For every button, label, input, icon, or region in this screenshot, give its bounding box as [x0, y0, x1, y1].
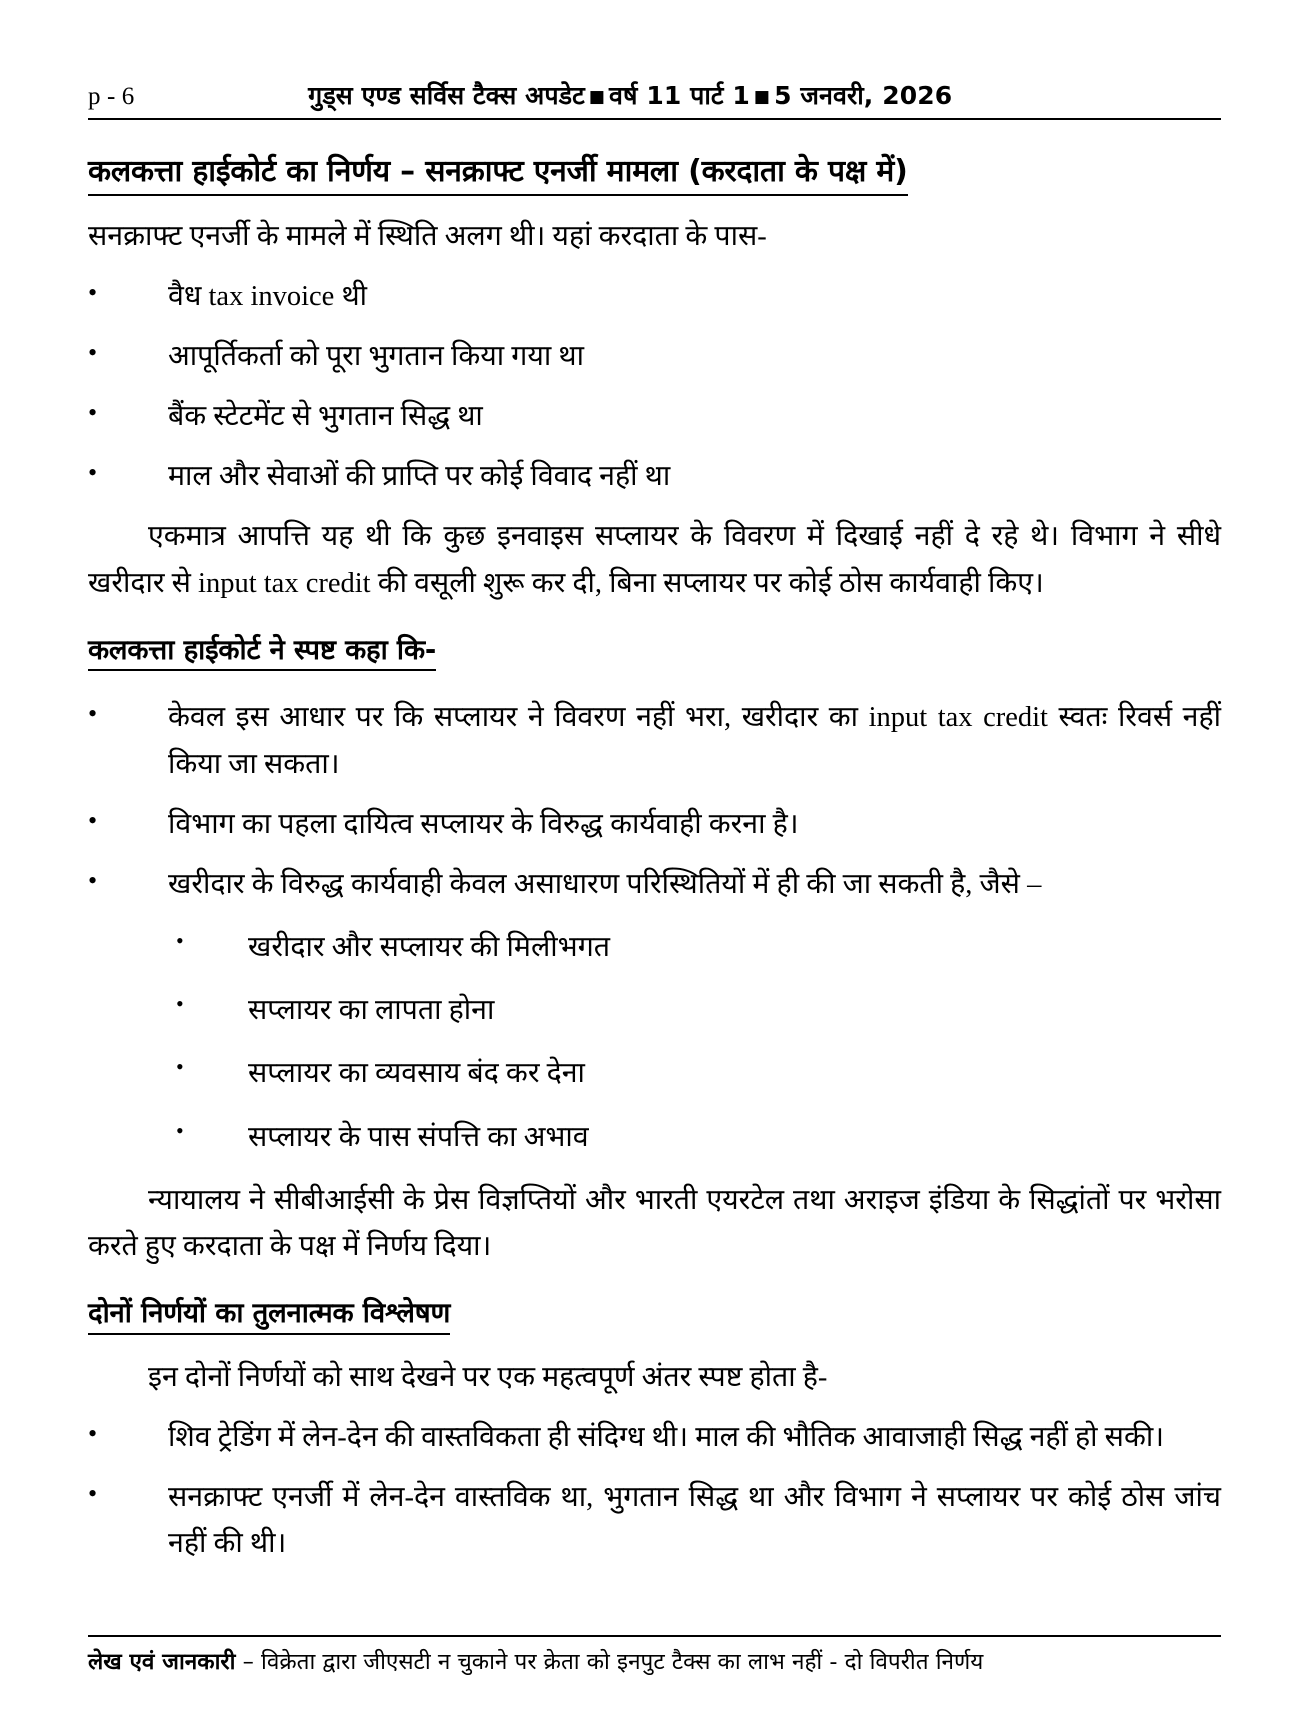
header-separator-square-2: ■: [753, 87, 771, 107]
header-title-publication: गुड्स एण्ड सर्विस टैक्स अपडेट: [308, 81, 585, 110]
list-item: • खरीदार और सप्लायर की मिलीभगत: [88, 925, 1221, 971]
header-separator-square-1: ■: [588, 87, 605, 107]
section-bullet-list: [88, 274, 1221, 501]
list-item: • सप्लायर का लापता होना: [88, 988, 1221, 1034]
footer-dash: [235, 1649, 242, 1675]
comparison-bullet-list: [88, 1415, 1221, 1567]
section-paragraph: एकमात्र आपत्ति यह थी कि कुछ इनवाइस सप्लायर के विवरण में दिखाई नहीं दे रहे थे। विभाग ने सीधे खरीदार से input tax credit की वसूली शुरू कर दी, बिना सप्लायर पर कोई ठोस कार्यवाही किए।: [88, 521, 1221, 599]
header-title-date: 5 जनवरी, 2026: [774, 81, 953, 110]
list-item: • सनक्राफ्ट एनर्जी में लेन-देन वास्तविक था, भुगतान सिद्ध था और विभाग ने सप्लायर पर कोई ठोस जांच नहीं की थी।: [88, 1475, 1221, 1567]
court-findings-closing-paragraph: न्यायालय ने सीबीआईसी के प्रेस विज्ञप्तियों और भारती एयरटेल तथा अराइज इंडिया के सिद्धांतों पर भरोसा करते हुए करदाता के पक्ष में निर्णय दिया।: [88, 1184, 1221, 1262]
list-item: • सप्लायर का व्यवसाय बंद कर देना: [88, 1051, 1221, 1097]
list-item: • माल और सेवाओं की प्राप्ति पर कोई विवाद नहीं था: [88, 454, 1221, 500]
header-title-volume: वर्ष 11 पार्ट 1: [608, 81, 750, 110]
list-item: • विभाग का पहला दायित्व सप्लायर के विरुद्ध कार्यवाही करना है।: [88, 802, 1221, 848]
list-item: • आपूर्तिकर्ता को पूरा भुगतान किया गया था: [88, 334, 1221, 380]
list-item: • बैंक स्टेटमेंट से भुगतान सिद्ध था: [88, 394, 1221, 440]
page-header: [88, 78, 1221, 112]
page-footer: [88, 1635, 1221, 1679]
document-body: [88, 150, 1221, 1567]
footer-text: [88, 1647, 1221, 1679]
comparison-intro-paragraph: इन दोनों निर्णयों को साथ देखने पर एक महत्वपूर्ण अंतर स्पष्ट होता है-: [148, 1361, 828, 1393]
section-title-wrap: [88, 150, 1221, 208]
section-lead-paragraph: सनक्राफ्ट एनर्जी के मामले में स्थिति अलग थी। यहां करदाता के पास-: [88, 220, 767, 252]
folio-number: p - 6: [88, 83, 135, 110]
footer-description: विक्रेता द्वारा जीएसटी न चुकाने पर क्रेता को इनपुट टैक्स का लाभ नहीं - दो विपरीत निर्णय: [261, 1648, 984, 1675]
list-item: • वैध tax invoice थी: [88, 274, 1221, 320]
list-item: • केवल इस आधार पर कि सप्लायर ने विवरण नहीं भरा, खरीदार का input tax credit स्वतः रिवर्स नहीं किया जा सकता।: [88, 695, 1221, 787]
court-findings-heading: कलकत्ता हाईकोर्ट ने स्पष्ट कहा कि-: [88, 633, 436, 672]
footer-dash-glyph: –: [242, 1648, 254, 1675]
list-item: • खरीदार के विरुद्ध कार्यवाही केवल असाधारण परिस्थितियों में ही की जा सकती है, जैसे –: [88, 862, 1221, 908]
comparison-title-wrap: [88, 1280, 1221, 1345]
header-title: [134, 78, 1221, 112]
list-item: • शिव ट्रेडिंग में लेन-देन की वास्तविकता ही संदिग्ध थी। माल की भौतिक आवाजाही सिद्ध नहीं हो सकी।: [88, 1415, 1221, 1461]
header-rule: [88, 118, 1221, 120]
footer-rule: [88, 1635, 1221, 1637]
comparison-heading: दोनों निर्णयों का तुलनात्मक विश्लेषण: [88, 1296, 450, 1335]
court-findings-bullet-list: [88, 695, 1221, 908]
list-item: • सप्लायर के पास संपत्ति का अभाव: [88, 1115, 1221, 1161]
footer-label: लेख एवं जानकारी: [88, 1648, 236, 1675]
court-findings-sub-bullet-list: [88, 925, 1221, 1161]
footer-space: [254, 1649, 261, 1675]
court-findings-title-wrap: [88, 617, 1221, 682]
page-title: कलकत्ता हाईकोर्ट का निर्णय – सनक्राफ्ट एनर्जी मामला (करदाता के पक्ष में): [88, 152, 908, 196]
